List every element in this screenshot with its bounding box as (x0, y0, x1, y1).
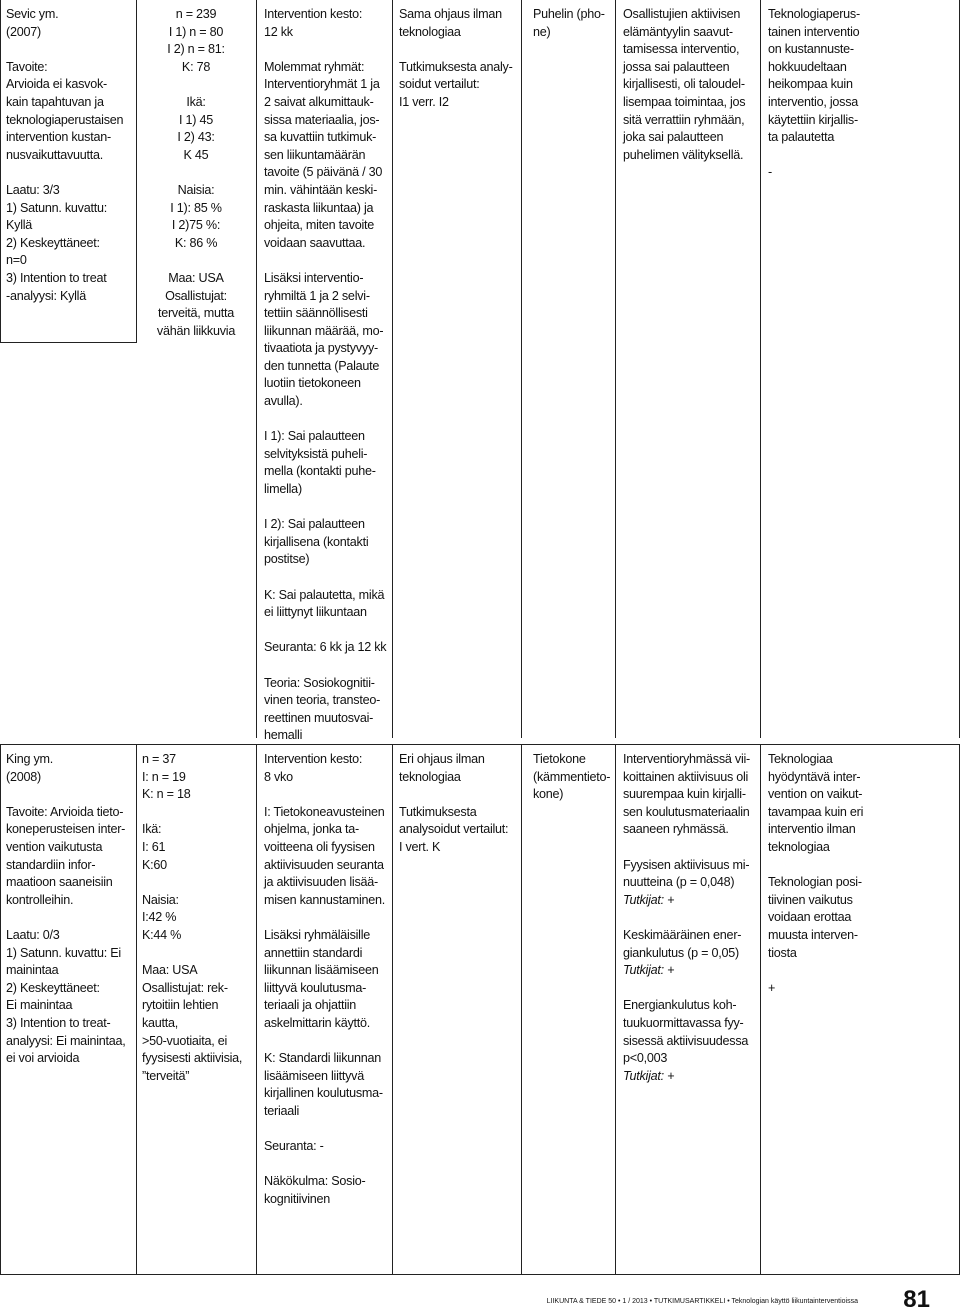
cell-line: käytettiin kirjallis- (768, 112, 858, 127)
cell-line: teknologiaperustaisen (6, 112, 124, 127)
cell-line: Maa: USA (142, 963, 198, 978)
cell-line: raskasta liikuntaa) ja (264, 200, 374, 215)
cell-line: tuukuormittavassa fyy- (623, 1015, 744, 1030)
row2-control (399, 751, 519, 857)
cell-line: I 2)75 %: (171, 218, 221, 233)
cell-line: liittyvä koulutusma- (264, 980, 367, 995)
cell-line: p<0,003 (623, 1051, 668, 1066)
cell-line: 1) Satunn. kuvattu: Ei (6, 945, 121, 960)
cell-line: Naisia: (142, 892, 179, 907)
cell-line: postitse) (264, 552, 310, 567)
cell-line: Tutkimuksesta (399, 804, 477, 819)
cell-line: koneperusteisen inter- (6, 822, 126, 837)
row2-intervention (264, 751, 390, 1208)
cell-line: kautta, (142, 1015, 179, 1030)
cell-line: hokkuudeltaan (768, 59, 847, 74)
cell-line: I 2) 43: (177, 130, 215, 145)
cell-line: 8 vko (264, 769, 293, 784)
cell-line: I:42 % (142, 910, 177, 925)
blank-line (264, 909, 390, 927)
cell-line: ei voi arvioida (6, 1051, 80, 1066)
cell-line: K: 78 (181, 59, 211, 74)
cell-line: askelmittarin käyttö. (264, 1015, 371, 1030)
cell-line: Molemmat ryhmät: (264, 59, 365, 74)
cell-line: Interventioryhmässä vii- (623, 752, 750, 766)
cell-line: misen kannustaminen. (264, 892, 386, 907)
row1-participants (138, 6, 254, 340)
cell-line: Kyllä (6, 218, 33, 233)
blank-line (6, 41, 134, 59)
blank-line (138, 252, 254, 270)
cell-line: Tavoite: (6, 59, 48, 74)
cell-line: 1) Satunn. kuvattu: (6, 200, 107, 215)
cell-line: - (768, 165, 772, 180)
cell-line: Ikä: (186, 94, 206, 109)
cell-line: kirjallinen koulutusma- (264, 1086, 383, 1101)
cell-line: King ym. (6, 752, 53, 766)
cell-line: Tutkijat: + (623, 963, 675, 978)
cell-line: hemalli (264, 728, 303, 743)
row2-study (6, 751, 134, 1068)
cell-line: limella) (264, 482, 302, 497)
cell-line: nuutteina (p = 0,048) (623, 875, 735, 890)
cell-line: I 1) n = 80 (168, 24, 224, 39)
cell-line: kone) (533, 787, 564, 802)
cell-line: Tutkijat: + (623, 892, 675, 907)
cell-line: teriaali ja ohjattiin (264, 998, 357, 1013)
cell-line: lisempaa toimintaa, jos (623, 94, 746, 109)
cell-line: Arvioida ei kasvok- (6, 77, 107, 92)
blank-line (6, 164, 134, 182)
cell-line: reettinen muutosvai- (264, 710, 374, 725)
cell-line: Energiankulutus koh- (623, 998, 737, 1013)
cell-line: Seuranta: - (264, 1139, 324, 1154)
cell-line: sissa materiaalia, jos- (264, 112, 380, 127)
cell-line: K: Sai palautetta, mikä (264, 587, 385, 602)
cell-line: I 2) n = 81: (167, 42, 225, 57)
cell-line: selvityksistä puheli- (264, 446, 368, 461)
blank-line (142, 874, 254, 892)
cell-line: Fyysisen aktiivisuus mi- (623, 857, 750, 872)
cell-line: Sevic ym. (6, 7, 59, 21)
cell-line: Tietokone (533, 752, 586, 766)
cell-line: -analyysi: Kyllä (6, 288, 86, 303)
cell-line: 3) Intention to treat- (6, 1015, 111, 1030)
cell-line: ohjelma, jonka ta- (264, 822, 359, 837)
cell-line: mainintaa (6, 963, 59, 978)
cell-line: hyödyntävä inter- (768, 769, 861, 784)
cell-line: Teknologian posi- (768, 875, 862, 890)
cell-line: K:44 % (142, 927, 182, 942)
cell-line: vention on vaikut- (768, 787, 863, 802)
cell-line: 12 kk (264, 24, 293, 39)
cell-line: muusta interven- (768, 927, 858, 942)
cell-line: I vert. K (399, 839, 441, 854)
cell-line: kirjallisesti, oli taloudel- (623, 77, 745, 92)
cell-line: tiivinen vaikutus (768, 892, 853, 907)
cell-line: heikompaa kuin (768, 77, 853, 92)
cell-line: ohjeita, miten tavoite (264, 218, 375, 233)
cell-line: Laatu: 3/3 (6, 182, 60, 197)
cell-line: Osallistujat: (165, 288, 227, 303)
row1-conclusion (768, 6, 888, 182)
cell-line: 2) Keskeyttäneet: (6, 235, 100, 250)
cell-line: ne) (533, 24, 551, 39)
cell-line: I 1): 85 % (170, 200, 222, 215)
cell-line: n = 37 (142, 752, 176, 766)
cell-line: liikunnan lisäämiseen (264, 963, 379, 978)
cell-line: kognitiivinen (264, 1191, 331, 1206)
blank-line (142, 804, 254, 822)
cell-line: Ikä: (142, 822, 162, 837)
cell-line: saaneen ryhmässä. (623, 822, 729, 837)
cell-line: vention vaikutusta (6, 839, 103, 854)
cell-line: puhelimen välityksellä. (623, 147, 744, 162)
blank-line (399, 41, 519, 59)
cell-line: fyysisesti aktiivisia, (142, 1051, 243, 1066)
cell-line: kirjallisena (kontakti (264, 534, 369, 549)
cell-line: 2) Keskeyttäneet: (6, 980, 100, 995)
cell-line: I 1): Sai palautteen (264, 429, 365, 444)
cell-line: Intervention kesto: (264, 752, 363, 766)
cell-line: rytoitiin lehtien (142, 998, 219, 1013)
row1-intervention (264, 6, 390, 745)
cell-line: tamisessa interventio, (623, 42, 740, 57)
cell-line: tainen interventio (768, 24, 860, 39)
cell-line: standardiin infor- (6, 857, 96, 872)
cell-line: joka sai palautteen (623, 130, 724, 145)
blank-line (264, 569, 390, 587)
cell-line: jossa sai palautteen (623, 59, 730, 74)
cell-line: Puhelin (pho- (533, 7, 605, 21)
cell-line: tiosta (768, 945, 797, 960)
cell-line: Eri ohjaus ilman (399, 752, 485, 766)
cell-line: analyysi: Ei mainintaa, (6, 1033, 126, 1048)
blank-line (264, 499, 390, 517)
cell-line: I: 61 (142, 839, 166, 854)
cell-line: ryhmiltä 1 ja 2 selvi- (264, 288, 370, 303)
cell-line: aktiivisuuden seuranta (264, 857, 384, 872)
row1-technology (533, 6, 613, 41)
cell-line: luotiin tietokoneen (264, 376, 361, 391)
cell-line: Teoria: Sosiokognitii- (264, 675, 375, 690)
blank-line (6, 786, 134, 804)
cell-line: K: n = 18 (142, 787, 191, 802)
cell-line: nusvaikuttavuutta. (6, 147, 104, 162)
blank-line (264, 1120, 390, 1138)
cell-line: sen liikuntamäärän (264, 147, 366, 162)
cell-line: n=0 (6, 253, 27, 268)
cell-line: interventio, jossa (768, 94, 859, 109)
row1-control (399, 6, 519, 112)
cell-line: Ei mainintaa (6, 998, 73, 1013)
cell-line: teknologiaa (399, 24, 461, 39)
cell-line: I: Tietokoneavusteinen (264, 804, 385, 819)
cell-line: ei liittynyt liikuntaan (264, 605, 367, 620)
cell-line: ta palautetta (768, 130, 835, 145)
cell-line: giankulutus (p = 0,05) (623, 945, 739, 960)
cell-line: Keskimääräinen ener- (623, 927, 742, 942)
cell-line: mella (kontakti puhe- (264, 464, 376, 479)
blank-line (264, 252, 390, 270)
cell-line: tettiin säännöllisesti (264, 306, 368, 321)
cell-line: Naisia: (177, 182, 215, 197)
cell-line: voidaan saavuttaa. (264, 235, 366, 250)
cell-line: ”terveitä” (142, 1068, 190, 1083)
cell-line: Osallistujien aktiivisen (623, 7, 741, 21)
cell-line: soidut vertailut: (399, 77, 480, 92)
blank-line (768, 857, 888, 875)
page-footer (540, 1284, 940, 1313)
row2-conclusion (768, 751, 888, 997)
blank-line (264, 622, 390, 640)
blank-line (264, 786, 390, 804)
cell-line: terveitä, mutta (157, 306, 235, 321)
cell-line: Teknologiaperus- (768, 7, 860, 21)
cell-line: Maa: USA (168, 270, 224, 285)
cell-line: K:60 (142, 857, 167, 872)
cell-line: koittainen aktiivisuus oli (623, 769, 749, 784)
cell-line: tavampaa kuin eri (768, 804, 864, 819)
cell-line: interventio ilman (768, 822, 856, 837)
blank-line (399, 786, 519, 804)
row1-study (6, 6, 134, 305)
cell-line: teknologiaa (399, 769, 461, 784)
cell-line: I: n = 19 (142, 769, 186, 784)
cell-line: tivaatiota ja pystyvyy- (264, 341, 378, 356)
cell-line: suurempaa kuin kirjalli- (623, 787, 746, 802)
cell-line: Tutkijat: + (623, 1068, 675, 1083)
cell-line: 3) Intention to treat (6, 270, 107, 285)
cell-line: >50-vuotiaita, ei (142, 1033, 228, 1048)
cell-line: kain tapahtuvan ja (6, 94, 104, 109)
cell-line: Osallistujat: rek- (142, 980, 228, 995)
cell-line: vähän liikkuvia (156, 323, 236, 338)
cell-line: maatioon saaneisiin (6, 875, 113, 890)
cell-line: Lisäksi ryhmäläisille (264, 927, 371, 942)
page-number: 81 (903, 1286, 930, 1313)
cell-line: min. vähintään keski- (264, 182, 378, 197)
cell-line: Laatu: 0/3 (6, 927, 60, 942)
cell-line: 2 saivat alkumittauk- (264, 94, 374, 109)
cell-line: elämäntyylin saavut- (623, 24, 733, 39)
cell-line: tavoite (5 päivänä / 30 (264, 165, 383, 180)
cell-line: Tutkimuksesta analy- (399, 59, 513, 74)
blank-line (142, 945, 254, 963)
blank-line (264, 657, 390, 675)
cell-line: kontrolleihin. (6, 892, 74, 907)
cell-line: Seuranta: 6 kk ja 12 kk (264, 640, 387, 655)
cell-line: intervention kustan- (6, 130, 111, 145)
cell-line: liikunnan määrää, mo- (264, 323, 384, 338)
cell-line: avulla). (264, 394, 303, 409)
cell-line: K: 86 % (174, 235, 218, 250)
blank-line (138, 164, 254, 182)
cell-line: sa kuvattiin tutkimuk- (264, 130, 377, 145)
blank-line (768, 962, 888, 980)
cell-line: Interventioryhmät 1 ja (264, 77, 380, 92)
cell-line: teknologiaa (768, 839, 830, 854)
cell-line: annettiin standardi (264, 945, 363, 960)
cell-line: I 2): Sai palautteen (264, 517, 365, 532)
cell-line: vinen teoria, transteo- (264, 693, 381, 708)
cell-line: K 45 (183, 147, 209, 162)
cell-line: sen koulutusmateriaalin (623, 804, 750, 819)
cell-line: Tavoite: Arvioida tieto- (6, 804, 124, 819)
blank-line (264, 1033, 390, 1051)
cell-line: den tunnetta (Palaute (264, 358, 380, 373)
row2-technology (533, 751, 613, 804)
cell-line: Sama ohjaus ilman (399, 7, 502, 21)
row2-results (623, 751, 758, 1085)
cell-line: sisessä aktiivisuudessa (623, 1033, 749, 1048)
blank-line (768, 147, 888, 165)
running-title: LIIKUNTA & TIEDE 50 • 1 / 2013 • TUTKIMUSARTIKKELI • Teknologian käyttö liikuntainterventioissa (546, 1298, 858, 1305)
blank-line (623, 909, 758, 927)
cell-line: I1 verr. I2 (399, 94, 449, 109)
blank-line (623, 839, 758, 857)
blank-line (264, 411, 390, 429)
cell-line: ja aktiivisuuden lisää- (264, 875, 378, 890)
cell-line: analysoidut vertailut: (399, 822, 509, 837)
cell-line: K: Standardi liikunnan (264, 1051, 382, 1066)
cell-line: (2007) (6, 24, 41, 39)
cell-line: voidaan erottaa (768, 910, 852, 925)
blank-line (623, 980, 758, 998)
row1-results (623, 6, 758, 164)
cell-line: lisäämiseen liittyvä (264, 1068, 364, 1083)
cell-line: (kämmentieto- (533, 769, 611, 784)
blank-line (6, 909, 134, 927)
blank-line (138, 76, 254, 94)
cell-line: Intervention kesto: (264, 7, 363, 21)
cell-line: voitteena oli fyysisen (264, 839, 375, 854)
cell-line: Näkökulma: Sosio- (264, 1174, 366, 1189)
cell-line: sitä verrattiin ryhmään, (623, 112, 745, 127)
cell-line: on kustannuste- (768, 42, 854, 57)
cell-line: Lisäksi interventio- (264, 270, 364, 285)
blank-line (264, 41, 390, 59)
cell-line: (2008) (6, 769, 41, 784)
cell-line: n = 239 (175, 7, 217, 21)
row2-participants (142, 751, 254, 1085)
cell-line: teriaali (264, 1103, 300, 1118)
cell-line: + (768, 980, 776, 995)
cell-line: Teknologiaa (768, 752, 833, 766)
blank-line (264, 1156, 390, 1174)
cell-line: I 1) 45 (179, 112, 213, 127)
